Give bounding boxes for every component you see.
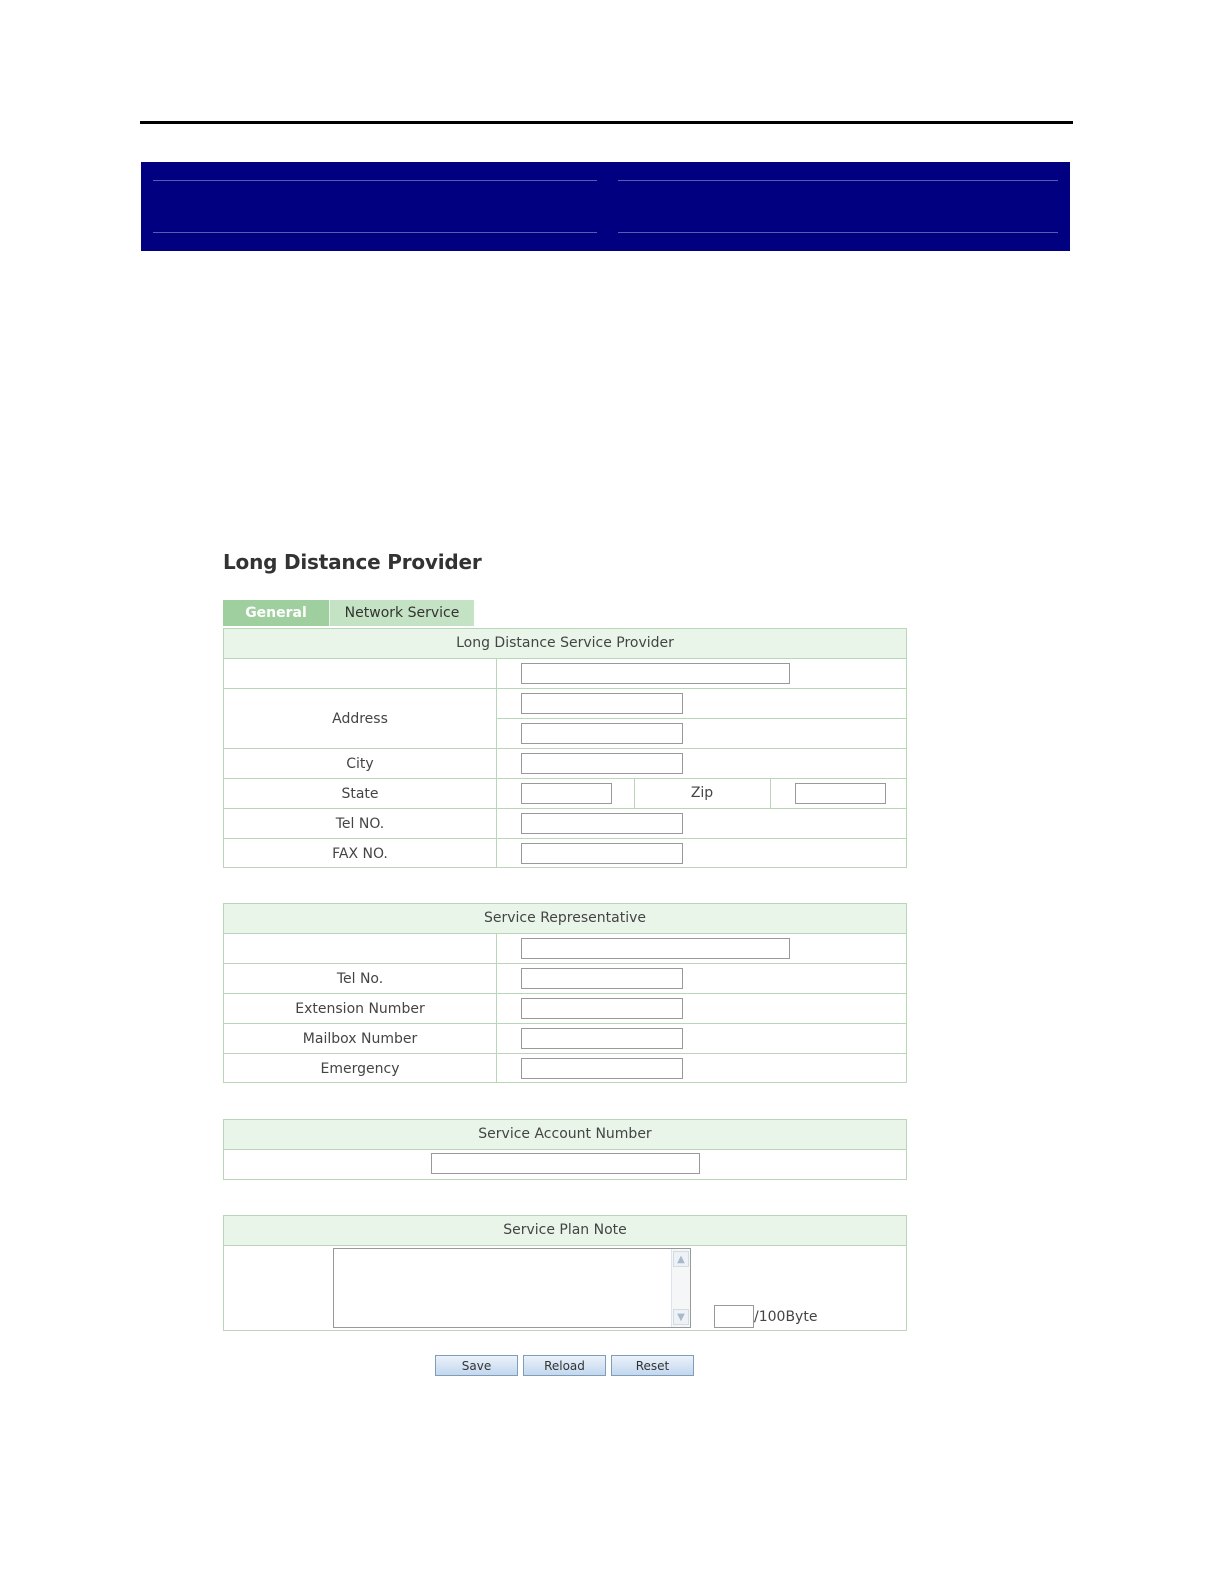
zip-input[interactable] (795, 783, 886, 804)
scroll-up-icon[interactable]: ▲ (673, 1251, 689, 1267)
banner-line (153, 232, 597, 233)
account-panel (223, 1119, 907, 1180)
account-row (224, 1150, 906, 1179)
extension-row (224, 994, 906, 1024)
page-title: Long Distance Provider (223, 550, 482, 574)
rep-tel-input[interactable] (521, 968, 683, 989)
zip-divider (770, 779, 771, 808)
representative-panel (223, 903, 907, 1083)
account-number-input[interactable] (431, 1153, 700, 1174)
mailbox-label: Mailbox Number (224, 1024, 497, 1053)
emergency-label: Emergency (224, 1054, 497, 1083)
provider-tel-row (224, 809, 906, 839)
zip-label: Zip (690, 785, 714, 801)
state-zip-row (224, 779, 906, 809)
reload-button[interactable]: Reload (523, 1355, 606, 1376)
mailbox-row (224, 1024, 906, 1054)
state-label: State (224, 779, 497, 808)
banner-line (153, 180, 597, 181)
address-line2-input[interactable] (521, 723, 683, 744)
emergency-input[interactable] (521, 1058, 683, 1079)
address-line1-input[interactable] (521, 693, 683, 714)
provider-name-row (224, 659, 906, 689)
extension-input[interactable] (521, 998, 683, 1019)
banner-line (618, 232, 1058, 233)
byte-count-input[interactable] (714, 1305, 754, 1328)
plan-note-scrollbar[interactable] (671, 1249, 690, 1327)
rep-name-input[interactable] (521, 938, 790, 959)
save-button[interactable]: Save (435, 1355, 518, 1376)
provider-fax-label: FAX NO. (224, 839, 497, 868)
plan-note-textarea[interactable] (333, 1248, 691, 1328)
action-buttons (435, 1355, 694, 1376)
provider-panel-header: Long Distance Service Provider (224, 629, 906, 659)
provider-panel (223, 628, 907, 868)
emergency-row (224, 1054, 906, 1083)
city-row (224, 749, 906, 779)
reset-button[interactable]: Reset (611, 1355, 694, 1376)
plan-note-panel (223, 1215, 907, 1331)
state-input[interactable] (521, 783, 612, 804)
extension-label: Extension Number (224, 994, 497, 1023)
representative-panel-header: Service Representative (224, 904, 906, 934)
tab-bar (223, 600, 474, 626)
provider-fax-row (224, 839, 906, 868)
provider-tel-input[interactable] (521, 813, 683, 834)
top-rule (140, 121, 1073, 124)
provider-tel-label: Tel NO. (224, 809, 497, 838)
banner-line (618, 180, 1058, 181)
address-row (224, 689, 906, 749)
plan-note-row (224, 1246, 906, 1331)
rep-tel-row (224, 964, 906, 994)
tab-network-service[interactable]: Network Service (330, 600, 474, 626)
provider-fax-input[interactable] (521, 843, 683, 864)
provider-name-label (224, 659, 497, 688)
city-input[interactable] (521, 753, 683, 774)
address-divider (497, 718, 906, 719)
rep-name-row (224, 934, 906, 964)
mailbox-input[interactable] (521, 1028, 683, 1049)
tab-general[interactable]: General (223, 600, 330, 626)
byte-limit-label: /100Byte (754, 1309, 818, 1325)
rep-name-label (224, 934, 497, 963)
scroll-down-icon[interactable]: ▼ (673, 1309, 689, 1325)
provider-name-input[interactable] (521, 663, 790, 684)
city-label: City (224, 749, 497, 778)
header-banner (141, 162, 1070, 251)
rep-tel-label: Tel No. (224, 964, 497, 993)
account-panel-header: Service Account Number (224, 1120, 906, 1150)
address-label: Address (224, 689, 497, 748)
plan-note-panel-header: Service Plan Note (224, 1216, 906, 1246)
